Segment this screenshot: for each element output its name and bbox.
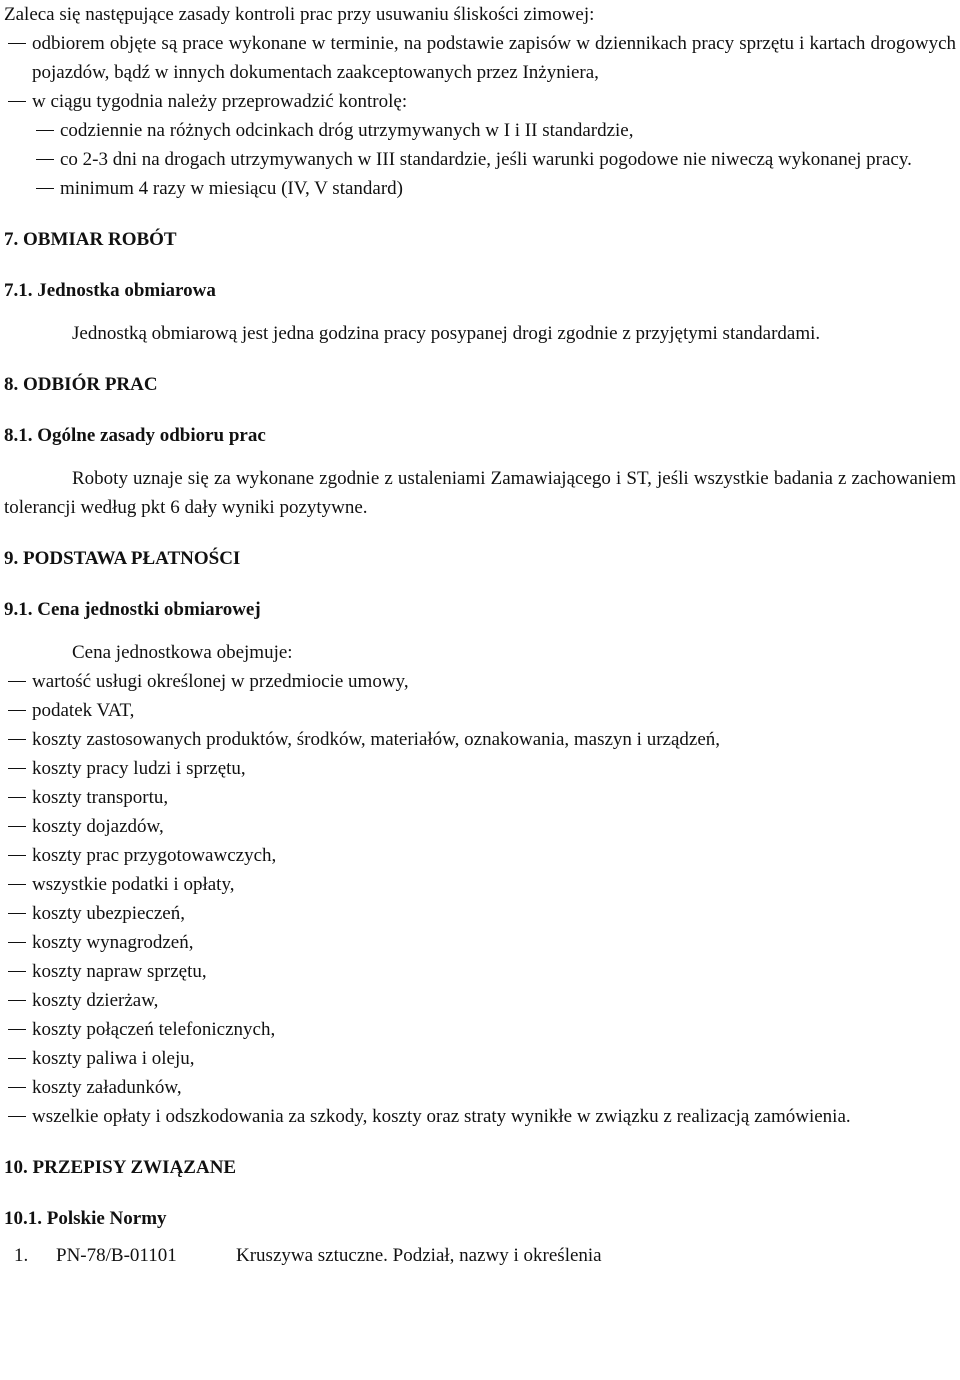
price-list-item: koszty połączeń telefonicznych, (4, 1015, 956, 1044)
subsection-heading-8-1: 8.1. Ogólne zasady odbioru prac (4, 425, 266, 446)
control-sublist-item: co 2-3 dni na drogach utrzymywanych w III standardzie, jeśli warunki pogodowe nie niweczą wykonanej pracy. (4, 145, 956, 174)
control-list-item: w ciągu tygodnia należy przeprowadzić kontrolę: (4, 87, 956, 116)
section-heading-8: 8. ODBIÓR PRAC (4, 374, 158, 395)
subsection-heading-10-1: 10.1. Polskie Normy (4, 1208, 167, 1229)
norm-number: 1. (14, 1245, 29, 1266)
price-list-item: koszty zastosowanych produktów, środków, materiałów, oznakowania, maszyn i urządzeń, (4, 725, 956, 754)
subsection-heading-7-1: 7.1. Jednostka obmiarowa (4, 280, 216, 301)
price-list-item: koszty napraw sprzętu, (4, 957, 956, 986)
price-list-item: koszty ubezpieczeń, (4, 899, 956, 928)
price-components-list (4, 667, 956, 1131)
intro-text: Zaleca się następujące zasady kontroli prac przy usuwaniu śliskości zimowej: (4, 4, 595, 25)
price-list-item: wartość usługi określonej w przedmiocie umowy, (4, 667, 956, 696)
price-list-lead: Cena jednostkowa obejmuje: (72, 642, 293, 663)
price-list-item: koszty dzierżaw, (4, 986, 956, 1015)
control-sublist-item: codziennie na różnych odcinkach dróg utrzymywanych w I i II standardzie, (4, 116, 956, 145)
section-7-text: Jednostką obmiarową jest jedna godzina pracy posypanej drogi zgodnie z przyjętymi standardami. (72, 323, 821, 344)
price-list-item: koszty dojazdów, (4, 812, 956, 841)
norm-code: PN-78/B-01101 (56, 1245, 177, 1266)
control-sublist-item: minimum 4 razy w miesiącu (IV, V standard) (4, 174, 956, 203)
price-list-item: koszty wynagrodzeń, (4, 928, 956, 957)
price-list-item: podatek VAT, (4, 696, 956, 725)
control-list-item: odbiorem objęte są prace wykonane w terminie, na podstawie zapisów w dziennikach pracy sprzętu i kartach drogowych pojazdów, bądź w innych dokumentach zaakceptowanych przez Inżyniera, (4, 29, 956, 87)
price-list-item: koszty transportu, (4, 783, 956, 812)
price-list-item: koszty paliwa i oleju, (4, 1044, 956, 1073)
section-heading-7: 7. OBMIAR ROBÓT (4, 229, 177, 250)
section-heading-10: 10. PRZEPISY ZWIĄZANE (4, 1157, 237, 1178)
subsection-heading-9-1: 9.1. Cena jednostki obmiarowej (4, 599, 261, 620)
price-list-item: koszty prac przygotowawczych, (4, 841, 956, 870)
section-8-text: Roboty uznaje się za wykonane zgodnie z ustaleniami Zamawiającego i ST, jeśli wszystkie badania z zachowaniem tolerancji według pkt 6 dały wyniki pozytywne. (4, 468, 956, 518)
section-heading-9: 9. PODSTAWA PŁATNOŚCI (4, 548, 241, 569)
price-list-item: wszystkie podatki i opłaty, (4, 870, 956, 899)
norm-title: Kruszywa sztuczne. Podział, nazwy i określenia (236, 1245, 602, 1266)
price-list-item: koszty załadunków, (4, 1073, 956, 1102)
price-list-item: koszty pracy ludzi i sprzętu, (4, 754, 956, 783)
norm-entry (4, 1241, 956, 1270)
price-list-item: wszelkie opłaty i odszkodowania za szkody, koszty oraz straty wynikłe w związku z realizacją zamówienia. (4, 1102, 956, 1131)
